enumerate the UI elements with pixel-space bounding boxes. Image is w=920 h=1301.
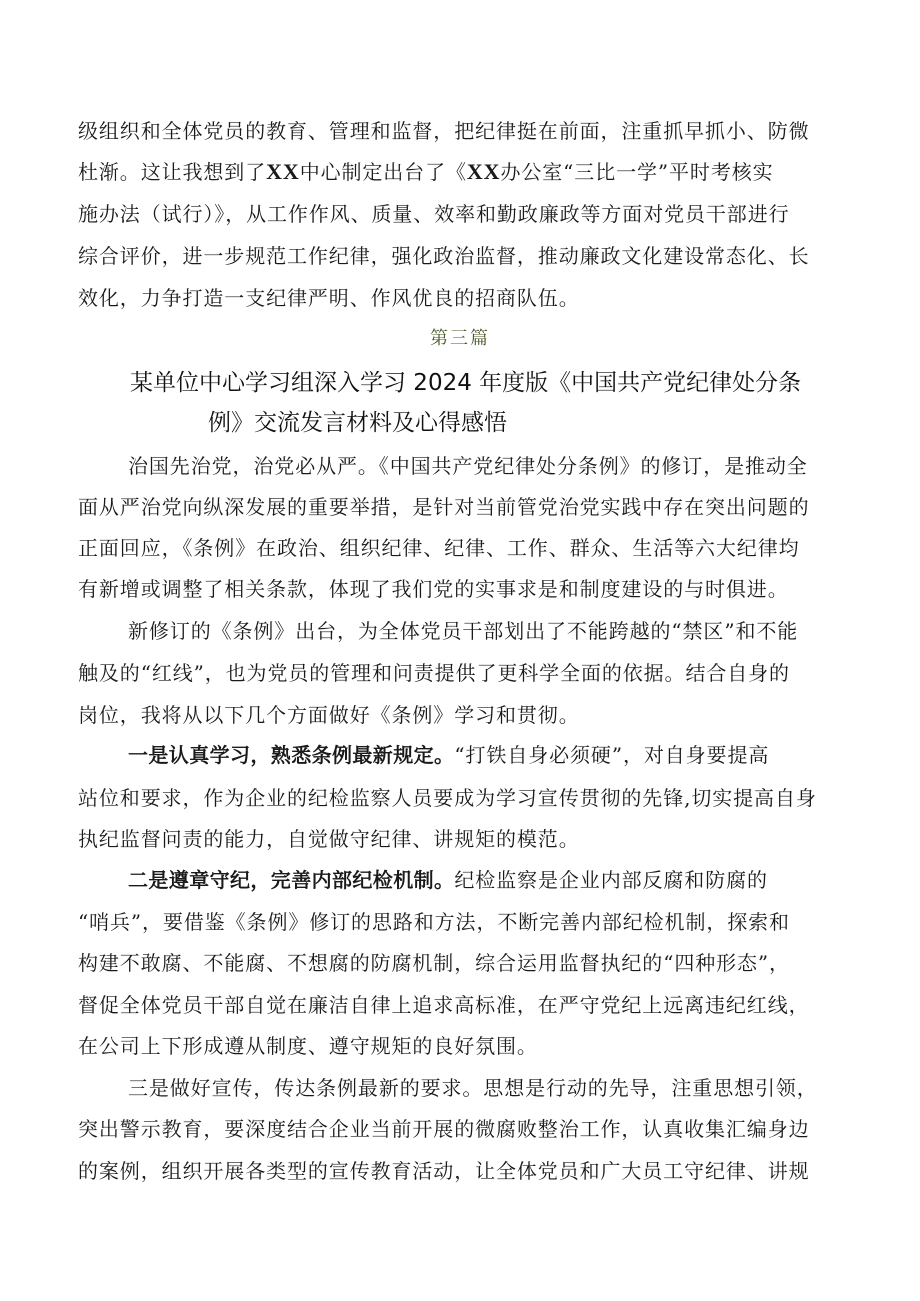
text-line: 突出警示教育，要深度结合企业当前开展的微腐败整治工作，认真收集汇编身边 <box>78 1117 810 1141</box>
text-line: 有新增或调整了相关条款，体现了我们党的实事求是和制度建设的与时俱进。 <box>78 577 789 601</box>
paragraph-heading: 二是遵章守纪，完善内部纪检机制。 <box>128 868 455 892</box>
text-line: “哨兵”，要借鉴《条例》修订的思路和方法，不断完善内部纪检机制，探索和 <box>78 910 790 934</box>
article-title-line-1: 某单位中心学习组深入学习 2024 年度版《中国共产党纪律处分条 <box>130 370 802 396</box>
text-line: 督促全体党员干部自觉在廉洁自律上追求高标准，在严守党纪上远离违纪红线， <box>78 993 810 1017</box>
text-line: 级组织和全体党员的教育、管理和监督，把纪律挺在前面，注重抓早抓小、防微 <box>78 119 810 143</box>
text-line: 新修订的《条例》出台，为全体党员干部划出了不能跨越的“禁区”和不能 <box>128 619 799 643</box>
text-line: 效化，力争打造一支纪律严明、作风优良的招商队伍。 <box>78 286 580 310</box>
text-line: 执纪监督问责的能力，自觉做守纪律、讲规矩的模范。 <box>78 827 580 851</box>
text-line: 一是认真学习，熟悉条例最新规定。“打铁自身必须硬”，对自身要提高 <box>128 743 770 767</box>
text-line: 触及的“红线”，也为党员的管理和问责提供了更科学全面的依据。结合自身的 <box>78 661 790 685</box>
text-line: 正面回应，《条例》在政治、组织纪律、纪律、工作、群众、生活等六大纪律均 <box>78 536 800 560</box>
text-line: 综合评价，进一步规范工作纪律，强化政治监督，推动廉政文化建设常态化、长 <box>78 244 810 268</box>
text-line: 面从严治党向纵深发展的重要举措，是针对当前管党治党实践中存在突出问题的 <box>78 495 810 519</box>
text-line: 三是做好宣传，传达条例最新的要求。思想是行动的先导，注重思想引领， <box>128 1076 818 1100</box>
text-line: 的案例，组织开展各类型的宣传教育活动，让全体党员和广大员工守纪律、讲规 <box>78 1159 810 1183</box>
text-line: 岗位，我将从以下几个方面做好《条例》学习和贯彻。 <box>78 703 580 727</box>
text-line: 站位和要求，作为企业的纪检监察人员要成为学习宣传贯彻的先锋,切实提高自身 <box>78 786 817 810</box>
text-line: 在公司上下形成遵从制度、遵守规矩的良好氛围。 <box>78 1034 538 1058</box>
text-line: 杜渐。这让我想到了XX中心制定出台了《XX办公室“三比一学”平时考核实 <box>78 159 774 184</box>
text-line: 二是遵章守纪，完善内部纪检机制。纪检监察是企业内部反腐和防腐的 <box>128 868 768 892</box>
text-line: 施办法（试行）》，从工作作风、质量、效率和勤政廉政等方面对党员干部进行 <box>78 202 790 226</box>
paragraph-heading: 一是认真学习，熟悉条例最新规定。 <box>128 743 455 767</box>
text-line: 构建不敢腐、不能腐、不想腐的防腐机制，综合运用监督执纪的“四种形态”， <box>78 951 790 975</box>
text-line: 治国先治党，治党必从严。《中国共产党纪律处分条例》的修订，是推动全 <box>128 454 808 478</box>
section-label: 第三篇 <box>430 328 490 349</box>
article-title-line-2: 例》交流发言材料及心得感悟 <box>208 410 507 436</box>
